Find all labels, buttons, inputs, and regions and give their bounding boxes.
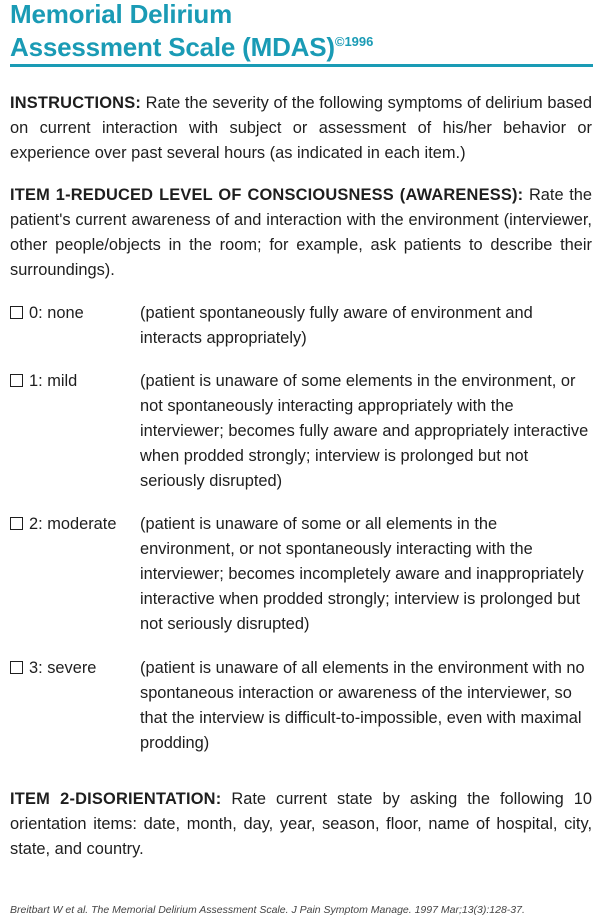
instructions-text: Rate the severity of the following symptoms of delirium based on current interaction with subject or assessment of his/her behavior or experience over past several hours (as indicated in each item.) [10,94,592,162]
option-description: (patient is unaware of all elements in the environment with no spontaneous interaction or awareness of the interviewer, so that the interview is difficult-to-impossible, even with maximal prodding) [140,659,585,752]
checkbox-icon[interactable] [10,517,23,530]
item1-text: Rate the patient's current awareness of and interaction with the environment (interviewer, other people/objects in the room; for example, ask patients to describe their surroundings). [10,186,593,279]
option-label-text: 0: none [29,304,84,322]
option-label [10,369,140,394]
title-line-2 [10,28,595,61]
checkbox-icon[interactable] [10,306,23,319]
option-label [10,656,140,681]
option-label [10,301,140,326]
title-line-2-text: Assessment Scale (MDAS) [10,32,335,62]
option-label [10,512,140,537]
item2-text: Rate current state by asking the following 10 orientation items: date, month, day, year, season, floor, name of hospital, city, state, and country. [10,790,593,858]
item2-label: ITEM 2-DISORIENTATION: [10,790,222,808]
item2-paragraph [10,787,592,862]
option-description: (patient is unaware of some or all elements in the environment, or not spontaneously interacting with the interviewer; becomes incompletely aware and inappropriately interactive when prodded strongly; interview is prolonged but not seriously disrupted) [140,515,584,633]
item1-paragraph [10,183,592,283]
option-label-text: 1: mild [29,372,78,390]
option-description: (patient is unaware of some elements in the environment, or not spontaneously interacting appropriately with the interviewer; becomes fully aware and appropriately interactive when prodded strongly; interview is prolonged but not seriously disrupted) [140,372,589,490]
option-description: (patient spontaneously fully aware of environment and interacts appropriately) [140,304,533,347]
instructions-label: INSTRUCTIONS: [10,94,141,112]
title-line-1: Memorial Delirium [10,0,232,29]
checkbox-icon[interactable] [10,374,23,387]
title-divider [10,64,593,67]
option-label-text: 2: moderate [29,515,117,533]
citation: Breitbart W et al. The Memorial Delirium Assessment Scale. J Pain Symptom Manage. 1997 Mar;13(3):128-37. [10,904,525,916]
instructions-paragraph [10,91,592,166]
checkbox-icon[interactable] [10,661,23,674]
option-label-text: 3: severe [29,659,97,677]
item1-label: ITEM 1-REDUCED LEVEL OF CONSCIOUSNESS (AWARENESS): [10,186,524,204]
copyright-mark: ©1996 [334,34,374,49]
page-title [10,0,595,61]
